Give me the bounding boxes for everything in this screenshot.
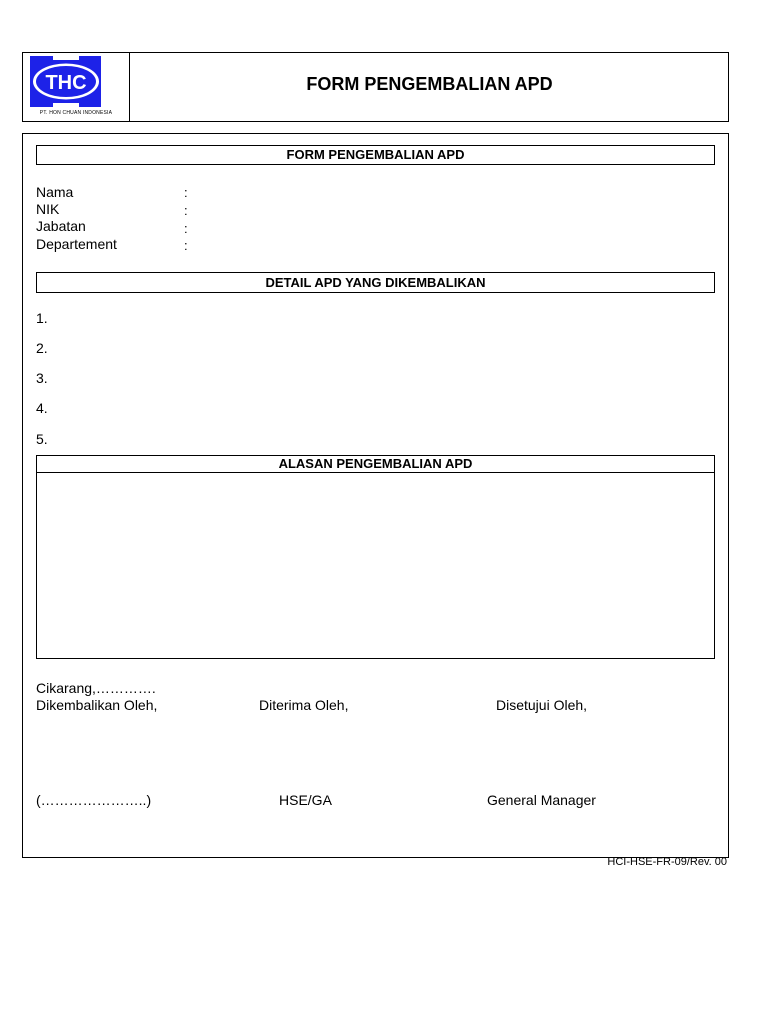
returned-by-label: Dikembalikan Oleh, [36,697,158,713]
field-label-nik: NIK [36,201,60,217]
document-title: FORM PENGEMBALIAN APD [306,74,553,94]
list-item: 2. [36,340,48,356]
field-colon-nik: : [184,203,188,218]
document-code: HCI-HSE-FR-09/Rev. 00 [607,856,727,868]
returned-signature: (…………………..) [36,792,152,808]
approved-signature: General Manager [487,792,596,808]
field-colon-departement: : [184,238,188,253]
approved-by-label: Disetujui Oleh, [496,697,588,713]
list-item: 5. [36,431,48,447]
place-date: Cikarang,…………. [36,680,156,696]
list-item: 3. [36,370,48,386]
field-colon-nama: : [184,185,188,200]
logo-text: THC [45,72,87,94]
section-form-title: FORM PENGEMBALIAN APD [36,145,715,165]
section-reason-title: ALASAN PENGEMBALIAN APD [278,456,473,471]
field-label-jabatan: Jabatan [36,218,86,234]
received-signature: HSE/GA [279,792,332,808]
field-label-departement: Departement [36,236,117,252]
section-detail-title: DETAIL APD YANG DIKEMBALIKAN [36,272,715,293]
list-item: 4. [36,400,48,416]
reason-box [36,455,715,659]
field-colon-jabatan: : [184,221,188,236]
field-label-nama: Nama [36,184,74,200]
company-name: PT. HON CHUAN INDONESIA [39,110,113,116]
list-item: 1. [36,310,48,326]
reason-divider [37,472,714,473]
received-by-label: Diterima Oleh, [259,697,349,713]
